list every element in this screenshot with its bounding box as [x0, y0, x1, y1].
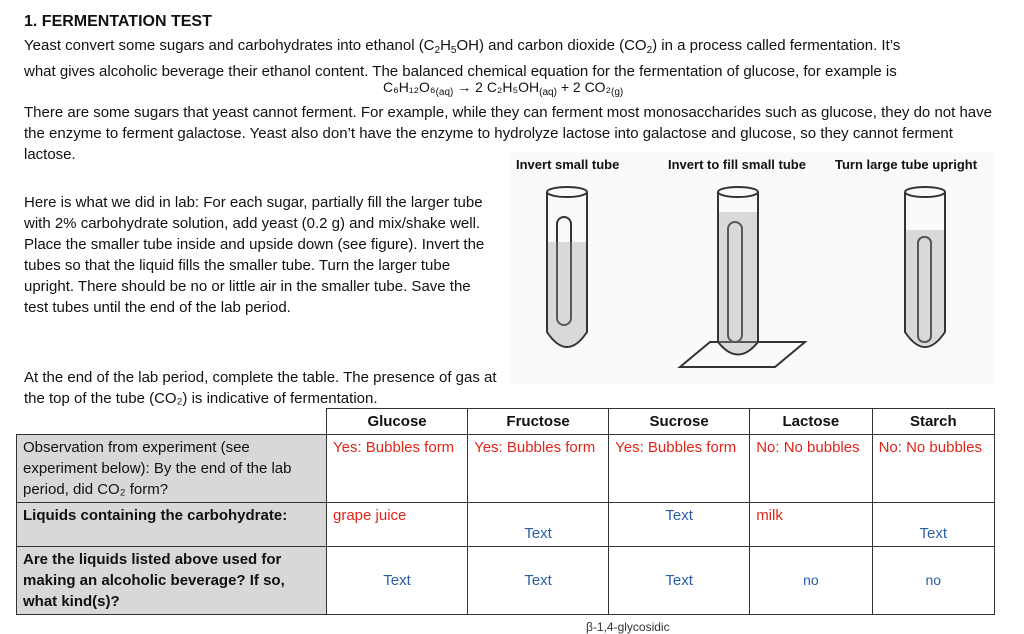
table-row [17, 435, 995, 503]
test-tube-figure [510, 152, 994, 384]
answer-cell[interactable]: Text [468, 547, 609, 615]
column-header: Lactose [750, 409, 872, 435]
row-label: Observation from experiment (see experiment below): By the end of the lab period, did CO₂ form? [17, 435, 327, 503]
answer-cell[interactable]: Text [609, 503, 750, 547]
test-tube-drawing [510, 152, 994, 384]
answer-cell[interactable]: no [872, 547, 994, 615]
answer-cell[interactable]: Text [468, 503, 609, 547]
answer-cell[interactable]: Yes: Bubbles form [468, 435, 609, 503]
column-header: Starch [872, 409, 994, 435]
answer-cell[interactable]: grape juice [327, 503, 468, 547]
chemical-equation: $C_6H_{12}O_6_{(aq)} \to 2$ $C_2H_5OH_{(aq)} + 2$ $CO_2_{(g)}$ [383, 79, 624, 98]
corner-cell [17, 409, 327, 435]
table-row [17, 503, 995, 547]
caption-invert-small: Invert small tube [516, 157, 620, 172]
column-header: Glucose [327, 409, 468, 435]
results-table [16, 408, 995, 615]
answer-cell[interactable]: No: No bubbles [750, 435, 872, 503]
paragraph-sugars: There are some sugars that yeast cannot ferment. For example, while they can ferment most monosaccharides such as glucose, they do not have the enzyme to ferment galactose. Yeast also don’t have the enzyme to hydrolyze lactose into galactose and glucose, so they cannot ferment lactose. [24, 104, 992, 163]
caption-turn-upright: Turn large tube upright [835, 157, 978, 172]
answer-cell[interactable]: no [750, 547, 872, 615]
answer-cell[interactable]: No: No bubbles [872, 435, 994, 503]
table-row [17, 547, 995, 615]
row-label: Liquids containing the carbohydrate: [17, 503, 327, 547]
column-header: Sucrose [609, 409, 750, 435]
answer-cell[interactable]: Text [609, 547, 750, 615]
answer-cell[interactable]: Yes: Bubbles form [327, 435, 468, 503]
section-heading: 1. FERMENTATION TEST [24, 13, 212, 30]
answer-cell[interactable]: Text [327, 547, 468, 615]
row-label: Are the liquids listed above used for making an alcoholic beverage? If so, what kind(s)? [17, 547, 327, 615]
answer-cell[interactable]: Yes: Bubbles form [609, 435, 750, 503]
paragraph-instructions: At the end of the lab period, complete the table. The presence of gas at the top of the tube (CO₂) is indicative of fermentation. [24, 369, 497, 407]
answer-cell[interactable]: milk [750, 503, 872, 547]
caption-invert-fill: Invert to fill small tube [668, 157, 806, 172]
column-header: Fructose [468, 409, 609, 435]
answer-cell[interactable]: Text [872, 503, 994, 547]
intro-paragraph: Yeast convert some sugars and carbohydrates into ethanol $(C_2H_5OH)$ and carbon dioxide $(CO_2)$ in a process called fermentation. It’s what gives alcoholic beverage their ethanol content. The balanced chemical equation for the fermentation of glucose, for example is [24, 37, 901, 80]
cut-off-footer-text: β-1,4-glycosidic [586, 620, 670, 634]
paragraph-procedure: Here is what we did in lab: For each sugar, partially fill the larger tube with 2% carbohydrate solution, add yeast (0.2 g) and mix/shake well. Place the smaller tube inside and upside down (see figure). Invert the tubes so that the liquid fills the smaller tube. Turn the larger tube upright. There should be no or little air in the smaller tube. Save the test tubes until the end of the lab period. [24, 194, 485, 316]
table-header-row [17, 409, 995, 435]
